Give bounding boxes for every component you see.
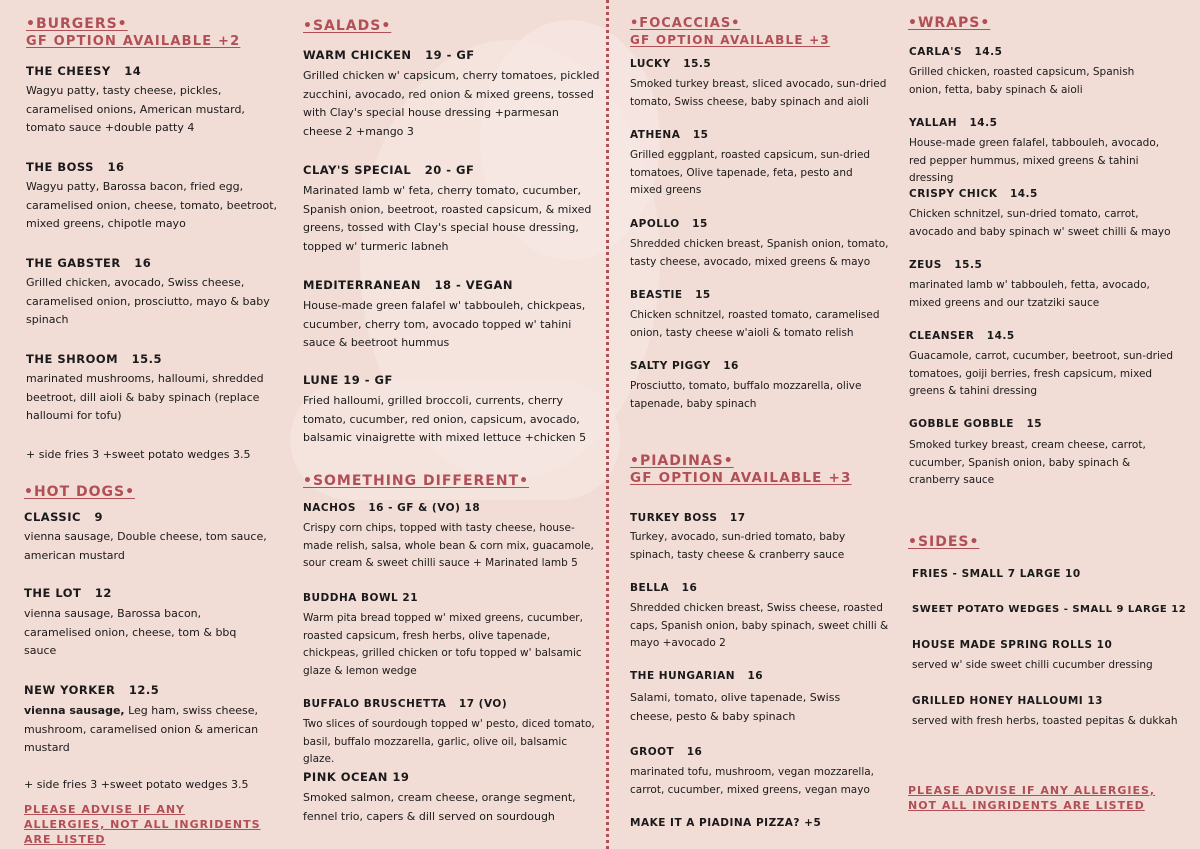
menu-item-name: THE LOT 12 <box>24 586 112 600</box>
menu-item-name: PINK OCEAN 19 <box>303 770 410 784</box>
menu-item-desc: Guacamole, carrot, cucumber, beetroot, sun-dried tomatoes, goiji berries, fresh capsicum, mixed greens & tahini dressing <box>909 350 1174 397</box>
section-focaccias-title: •FOCACCIAS• GF OPTION AVAILABLE +3 <box>630 16 830 47</box>
menu-item-name: NACHOS 16 - GF & (VO) 18 <box>303 502 481 514</box>
menu-item-desc: House-made green falafel, tabbouleh, avocado, red pepper hummus, mixed greens & tahini dressing <box>909 137 1160 184</box>
menu-item-name: ATHENA 15 <box>630 129 709 141</box>
side-item-name: SWEET POTATO WEDGES - SMALL 9 LARGE 12 <box>912 604 1187 615</box>
menu-item-name: SALTY PIGGY 16 <box>630 360 739 372</box>
menu-item-desc: Salami, tomato, olive tapenade, Swiss cheese, pesto & baby spinach <box>630 691 841 723</box>
menu-item-name: MEDITERRANEAN 18 - VEGAN <box>303 278 513 292</box>
menu-item-name: TURKEY BOSS 17 <box>630 512 746 524</box>
menu-item-desc: Smoked turkey breast, sliced avocado, sun-dried tomato, Swiss cheese, baby spinach and aioli <box>630 78 887 108</box>
menu-item-name: CRISPY CHICK 14.5 <box>909 188 1038 200</box>
menu-item-desc: Smoked turkey breast, cream cheese, carrot, cucumber, Spanish onion, baby spinach & cranberry sauce <box>909 439 1146 486</box>
menu-item-desc: Chicken schnitzel, sun-dried tomato, carrot, avocado and baby spinach w' sweet chilli & mayo <box>909 208 1171 238</box>
section-salads-title: •SALADS• <box>303 18 392 34</box>
allergy-note: PLEASE ADVISE IF ANY ALLERGIES, NOT ALL INGRIDENTS ARE LISTED <box>908 784 1156 812</box>
menu-item-desc: Wagyu patty, Barossa bacon, fried egg, caramelised onion, cheese, tomato, beetroot, mixed greens, chipotle mayo <box>26 180 278 230</box>
menu-item-desc: vienna sausage, Double cheese, tom sauce, american mustard <box>24 530 267 562</box>
menu-item-desc: House-made green falafel w' tabbouleh, chickpeas, cucumber, cherry tom, avocado topped w' tahini sauce & beetroot hummus <box>303 299 586 349</box>
menu-item-desc: Grilled chicken, roasted capsicum, Spanish onion, fetta, baby spinach & aioli <box>909 66 1135 96</box>
menu-item-name: CARLA'S 14.5 <box>909 46 1003 58</box>
menu-item-name: NEW YORKER 12.5 <box>24 683 160 697</box>
section-something-different-title: •SOMETHING DIFFERENT• <box>303 473 530 489</box>
menu-item-name: YALLAH 14.5 <box>909 117 998 129</box>
menu-item-desc: Grilled chicken w' capsicum, cherry tomatoes, pickled zucchini, avocado, red onion & mixed greens, tossed with Clay's special house dressing +parmesan cheese 2 +mango 3 <box>303 69 600 138</box>
section-piadinas-subtitle: GF OPTION AVAILABLE +3 <box>630 470 852 486</box>
menu-item-name: BUFFALO BRUSCHETTA 17 (VO) <box>303 698 508 710</box>
menu-item-name: WARM CHICKEN 19 - GF <box>303 48 475 62</box>
menu-item-desc: Grilled chicken, avocado, Swiss cheese, caramelised onion, prosciutto, mayo & baby spinach <box>26 276 270 326</box>
menu-item-desc: marinated tofu, mushroom, vegan mozzarella, carrot, cucumber, mixed greens, vegan mayo <box>630 766 875 796</box>
side-item-desc: served w' side sweet chilli cucumber dressing <box>912 659 1153 671</box>
menu-item-name: CLAY'S SPECIAL 20 - GF <box>303 163 475 177</box>
menu-item-desc: marinated mushrooms, halloumi, shredded beetroot, dill aioli & baby spinach (replace halloumi for tofu) <box>26 372 264 422</box>
menu-item-desc: Crispy corn chips, topped with tasty cheese, house-made relish, salsa, whole bean & corn mix, guacamole, sour cream & sweet chilli sauce + Marinated lamb 5 <box>303 522 594 569</box>
menu-item-desc: Turkey, avocado, sun-dried tomato, baby spinach, tasty cheese & cranberry sauce <box>630 531 846 561</box>
menu-item-name: THE GABSTER 16 <box>26 256 152 270</box>
section-piadinas-title: •PIADINAS• GF OPTION AVAILABLE +3 <box>630 453 852 486</box>
menu-item-desc: vienna sausage, Leg ham, swiss cheese, mushroom, caramelised onion & american mustard <box>24 704 259 754</box>
menu-item-desc: marinated lamb w' tabbouleh, fetta, avocado, mixed greens and our tzatziki sauce <box>909 279 1150 309</box>
menu-item-name: APOLLO 15 <box>630 218 708 230</box>
menu-item-desc: Warm pita bread topped w' mixed greens, cucumber, roasted capsicum, fresh herbs, olive tapenade, chickpeas, grilled chicken or tofu topped w' balsamic glaze & lemon wedge <box>303 612 583 677</box>
burgers-sides-addon: + side fries 3 +sweet potato wedges 3.5 <box>26 448 251 461</box>
section-burgers-title: •BURGERS• GF OPTION AVAILABLE +2 <box>26 16 241 49</box>
section-wraps-title: •WRAPS• <box>908 15 991 31</box>
side-item-name: HOUSE MADE SPRING ROLLS 10 <box>912 639 1113 651</box>
menu-item-name: BEASTIE 15 <box>630 289 711 301</box>
section-sides-title: •SIDES• <box>908 534 980 550</box>
menu-item-name: THE BOSS 16 <box>26 160 125 174</box>
menu-item-desc: Shredded chicken breast, Swiss cheese, roasted caps, Spanish onion, baby spinach, sweet chilli & mayo +avocado 2 <box>630 602 889 649</box>
menu-item-desc: Shredded chicken breast, Spanish onion, tomato, tasty cheese, avocado, mixed greens & mayo <box>630 238 889 268</box>
menu-item-desc: Marinated lamb w' feta, cherry tomato, cucumber, Spanish onion, beetroot, roasted capsicum, & mixed greens, tossed with Clay's special house dressing, topped w' turmeric labneh <box>303 184 592 253</box>
allergy-note: PLEASE ADVISE IF ANY ALLERGIES, NOT ALL INGRIDENTS ARE LISTED <box>24 803 261 846</box>
side-item-name: GRILLED HONEY HALLOUMI 13 <box>912 695 1103 707</box>
menu-item-name: THE SHROOM 15.5 <box>26 352 162 366</box>
section-burgers-subtitle: GF OPTION AVAILABLE +2 <box>26 34 241 49</box>
side-item-desc: served with fresh herbs, toasted pepitas & dukkah <box>912 715 1178 727</box>
menu-item-name: LUCKY 15.5 <box>630 58 712 70</box>
menu-item-name: GOBBLE GOBBLE 15 <box>909 418 1043 430</box>
menu-item-desc: Two slices of sourdough topped w' pesto, diced tomato, basil, buffalo mozzarella, garlic, olive oil, balsamic glaze. <box>303 718 595 765</box>
section-focaccias-subtitle: GF OPTION AVAILABLE +3 <box>630 33 830 47</box>
menu-item-name: BUDDHA BOWL 21 <box>303 592 418 604</box>
menu-item-name: LUNE 19 - GF <box>303 373 393 387</box>
side-item-name: FRIES - SMALL 7 LARGE 10 <box>912 568 1081 580</box>
piadina-pizza-addon: MAKE IT A PIADINA PIZZA? +5 <box>630 817 822 829</box>
menu-item-desc: Fried halloumi, grilled broccoli, currents, cherry tomato, cucumber, red onion, capsicum, avocado, balsamic vinaigrette with mixed lettuce +chicken 5 <box>303 394 587 444</box>
menu-item-name: CLASSIC 9 <box>24 510 103 524</box>
menu-item-desc: Chicken schnitzel, roasted tomato, caramelised onion, tasty cheese w'aioli & tomato relish <box>630 309 880 339</box>
menu-item-desc: Smoked salmon, cream cheese, orange segment, fennel trio, capers & dill served on sourdough <box>303 791 576 823</box>
menu-item-desc: Wagyu patty, tasty cheese, pickles, caramelised onions, American mustard, tomato sauce +double patty 4 <box>26 84 245 134</box>
column-divider <box>606 0 609 849</box>
menu-item-name: THE HUNGARIAN 16 <box>630 670 764 682</box>
menu-item-desc: Grilled eggplant, roasted capsicum, sun-dried tomatoes, Olive tapenade, feta, pesto and mixed greens <box>630 149 871 196</box>
menu-item-desc: Prosciutto, tomato, buffalo mozzarella, olive tapenade, baby spinach <box>630 380 862 410</box>
menu-item-name: GROOT 16 <box>630 746 703 758</box>
menu-item-name: CLEANSER 14.5 <box>909 330 1015 342</box>
section-hotdogs-title: •HOT DOGS• <box>24 484 136 500</box>
menu-item-name: BELLA 16 <box>630 582 698 594</box>
hotdogs-sides-addon: + side fries 3 +sweet potato wedges 3.5 <box>24 778 249 791</box>
menu-item-name: ZEUS 15.5 <box>909 259 983 271</box>
menu-item-name: THE CHEESY 14 <box>26 64 142 78</box>
menu-item-desc: vienna sausage, Barossa bacon, caramelised onion, cheese, tom & bbq sauce <box>24 607 237 657</box>
